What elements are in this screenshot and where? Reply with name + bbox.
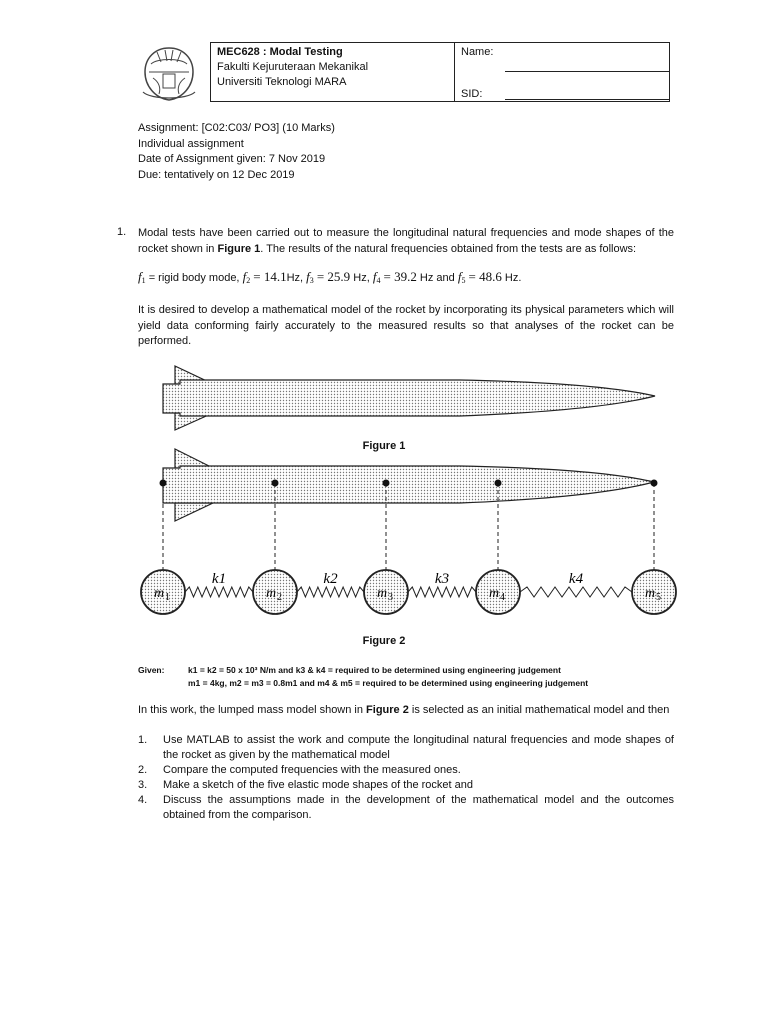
f2-subscript: 2 (246, 276, 251, 285)
spring-k2 (297, 587, 364, 597)
name-label: Name: (461, 46, 494, 58)
f3-value: = 25.9 (316, 269, 351, 284)
assignment-type: Individual assignment (138, 137, 244, 150)
course-title: MEC628 : Modal Testing (217, 46, 343, 58)
list-item-text: Use MATLAB to assist the work and compute the longitudinal natural frequencies and mode shapes of the rocket as given by the mathematical model (163, 734, 674, 761)
f5-value: = 48.6 (468, 269, 502, 284)
f3-unit: Hz, (353, 272, 370, 284)
list-item-text: Make a sketch of the five elastic mode shapes of the rocket and (163, 779, 474, 791)
node-point (272, 480, 279, 487)
f5-symbol: f (457, 269, 462, 284)
f1-value: = rigid body mode, (148, 272, 240, 284)
mass-label: m (645, 586, 656, 601)
f3-subscript: 3 (309, 276, 314, 285)
f2-symbol: f (242, 269, 247, 284)
node-point (651, 480, 658, 487)
given-line-2: m1 = 4kg, m2 = m3 = 0.8m1 and m4 & m5 = required to be determined using engineering judgement (188, 678, 589, 688)
node-point (383, 480, 390, 487)
question-number: 1. (117, 226, 127, 238)
list-item-text: Compare the computed frequencies with the measured ones. (163, 764, 461, 776)
spring-label: k3 (434, 571, 450, 587)
list-item-number: 1. (138, 734, 148, 746)
f5-subscript: 5 (461, 276, 466, 285)
figure2-rocket (163, 449, 654, 521)
mass-label: m (154, 586, 165, 601)
assignment-date: Date of Assignment given: 7 Nov 2019 (138, 153, 326, 165)
figure2-caption: Figure 2 (362, 635, 406, 647)
rocket2-body (163, 466, 654, 503)
f4-subscript: 4 (376, 276, 381, 285)
figure1-ref: Figure 1 (217, 242, 261, 255)
mass-subscript: 5 (656, 592, 661, 603)
task-intro-text: In this work, the lumped mass model shown in (138, 704, 367, 716)
node-point (160, 480, 167, 487)
mass-label: m (489, 586, 500, 601)
mass-subscript: 1 (165, 592, 170, 603)
rocket2-bottom-fin (175, 503, 213, 521)
list-item (138, 793, 674, 823)
sid-label: SID: (461, 88, 483, 100)
f3-symbol: f (306, 269, 310, 284)
node-point (495, 480, 502, 487)
faculty-name: Fakulti Kejuruteraan Mekanikal (217, 61, 369, 73)
university-name: Universiti Teknologi MARA (217, 76, 347, 88)
list-item (138, 763, 674, 778)
list-item-number: 3. (138, 779, 148, 791)
mass-subscript: 2 (277, 592, 282, 603)
spring-label: k2 (323, 571, 338, 587)
lumped-mass-model (141, 570, 676, 614)
spring-k3 (408, 587, 476, 597)
intro-text-cont: . The results of the natural frequencies obtained from the tests are as follows: (260, 242, 637, 255)
list-item-text: Discuss the assumptions made in the development of the mathematical model and the outcomes obtained from the comparison. (163, 794, 674, 821)
f4-symbol: f (372, 269, 377, 284)
mass-label: m (377, 586, 388, 601)
f4-value: = 39.2 (383, 269, 417, 284)
list-item-number: 2. (138, 764, 148, 776)
spring-label: k4 (568, 571, 584, 587)
spring-k4 (520, 587, 632, 597)
f2-value: = 14.1 (253, 269, 287, 284)
task-list (138, 733, 674, 823)
list-item (138, 733, 674, 763)
task-intro (138, 703, 674, 719)
f4-unit: Hz and (419, 272, 455, 284)
given-label: Given: (138, 665, 165, 675)
f1-subscript: 1 (141, 276, 146, 285)
intro-text: Modal tests have been carried out to measure the longitudinal natural frequencies and mode shapes of the rocket shown in (138, 227, 674, 255)
mass-subscript: 3 (388, 592, 393, 603)
list-item-number: 4. (138, 794, 148, 806)
f2-unit: Hz, (286, 272, 304, 284)
assignment-title: Assignment: [C02:C03/ PO3] (10 Marks) (138, 122, 335, 134)
figure1-rocket (163, 366, 655, 430)
f5-unit: Hz. (504, 272, 522, 284)
rocket1-body (163, 380, 655, 416)
assignment-due: Due: tentatively on 12 Dec 2019 (138, 168, 295, 181)
mass-label: m (266, 586, 277, 601)
mass-subscript: 4 (500, 592, 505, 603)
f1-symbol: f (138, 269, 142, 284)
spring-k1 (185, 587, 253, 597)
spring-label: k1 (211, 571, 227, 587)
task-intro-text-cont: is selected as an initial mathematical model and then (408, 704, 670, 716)
question-paragraph: It is desired to develop a mathematical model of the rocket by incorporating its physical parameters which will yield data conforming fairly accurately to the measured results so that analyses of the rocket can be performed. (138, 304, 674, 347)
given-line-1: k1 = k2 = 50 x 10³ N/m and k3 & k4 = required to be determined using engineering judgement (188, 665, 561, 675)
figure2-ref: Figure 2 (366, 704, 409, 716)
list-item (138, 778, 674, 793)
figure1-caption: Figure 1 (362, 440, 406, 452)
